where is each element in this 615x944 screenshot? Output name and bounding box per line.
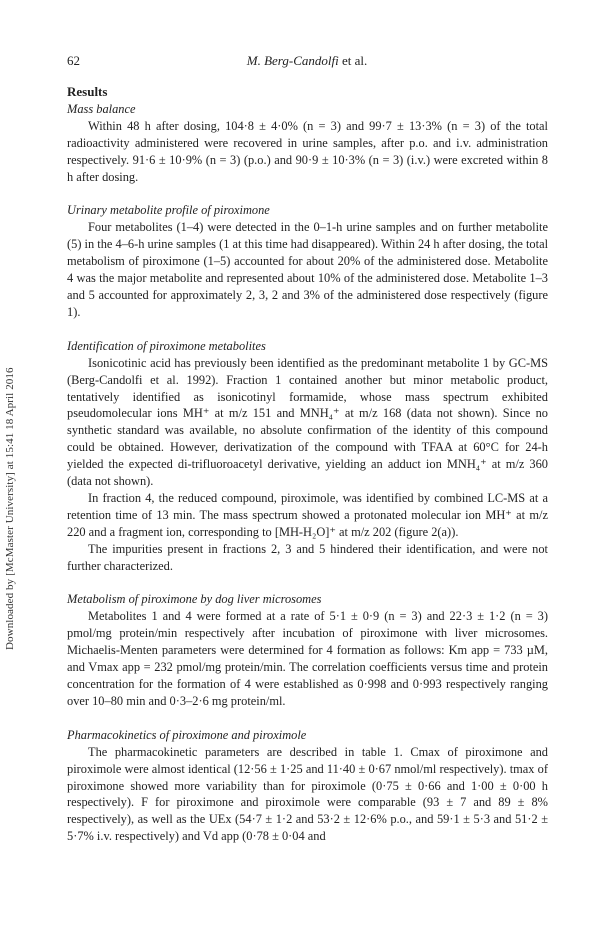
download-watermark: Downloaded by [McMaster University] at 15:41 18 April 2016: [4, 367, 16, 650]
paragraph: Within 48 h after dosing, 104·8 ± 4·0% (n = 3) and 99·7 ± 13·3% (n = 3) of the total radioactivity administered were recovered in urine samples, after p.o. and i.v. administration respectively. 91·6 ± 10·9% (n = 3) (p.o.) and 90·9 ± 10·3% (n = 3) (i.v.) were excreted within 8 h after dosing.: [67, 118, 548, 184]
paragraph: The impurities present in fractions 2, 3 and 5 hindered their identification, and were not further characterized.: [67, 541, 548, 573]
paragraph: The pharmacokinetic parameters are described in table 1. Cmax of piroximone and piroximole were almost identical (12·56 ± 1·25 and 11·40 ± 0·67 nmol/ml respectively). tmax of piroximone showed more variability than for piroximole (0·75 ± 0·66 and 1·00 ± 0·00 h respectively). F for piroximone and piroximole were comparable (93 ± 7 and 89 ± 8% respectively), as well as the UEx (54·7 ± 1·2 and 53·2 ± 12·6% p.o., and 59·1 ± 5·3 and 51·2 ± 5·7% i.v. respectively) and Vd app (0·78 ± 0·04 and: [67, 744, 548, 844]
section-title: Metabolism of piroximone by dog liver microsomes: [67, 592, 322, 607]
section-title: Pharmacokinetics of piroximone and piroximole: [67, 727, 307, 742]
section-mass-balance: [67, 101, 548, 186]
running-head-etal: et al.: [341, 53, 368, 68]
section-microsomes: [67, 591, 548, 709]
section-identification: [67, 338, 548, 575]
section-title: Urinary metabolite profile of piroximone: [67, 203, 270, 218]
running-head-author: M. Berg-Candolfi: [246, 53, 339, 68]
paragraph: Metabolites 1 and 4 were formed at a rate of 5·1 ± 0·9 (n = 3) and 22·3 ± 1·2 (n = 3) pmol/mg protein/min respectively after incubation of piroximone with liver microsomes. Michaelis-Menten parameters were determined for 4 formation as follows: Km app = 733 µM, and Vmax app = 232 pmol/mg protein/min. The correlation coefficients versus time and protein concentration for the formation of 4 were established as 0·998 and 0·993 respectively ranging over 10–80 min and 0·3–2·6 mg protein/ml.: [67, 609, 548, 708]
section-title: Mass balance: [67, 101, 136, 116]
results-heading: Results: [67, 84, 108, 99]
section-pharmacokinetics: [67, 727, 548, 845]
paragraph: Isonicotinic acid has previously been identified as the predominant metabolite 1 by GC-MS (Berg-Candolfi et al. 1992). Fraction 1 contained another but minor metabolic product, tentatively identified as isonicotinyl formamide, whose mass spectrum exhibited pseudomolecular ions MH⁺ at m/z 151 and MNH₄⁺ at m/z 168 (data not shown). Since no synthetic standard was available, no absolute confirmation of the identity of this compound could be obtained. However, derivatization of the compound with TFAA at 60°C for 24-h yielded the expected di-trifluoroacetyl derivative, yielding an adduct ion MNH₄⁺ at m/z 360 (data not shown).: [67, 355, 548, 489]
paragraph: In fraction 4, the reduced compound, piroximole, was identified by combined LC-MS at a retention time of 13 min. The mass spectrum showed a protonated molecular ion MH⁺ at m/z 220 and a fragment ion, corresponding to [MH-H₂O]⁺ at m/z 202 (figure 2(a)).: [67, 490, 548, 539]
page-header: [67, 53, 547, 71]
section-urinary-profile: [67, 202, 548, 320]
section-title: Identification of piroximone metabolites: [67, 338, 266, 353]
page-number: 62: [67, 53, 80, 68]
article-body: [67, 84, 548, 845]
paragraph: Four metabolites (1–4) were detected in the 0–1-h urine samples and on further metabolite (5) in the 4–6-h urine samples (1 at this time had disappeared). Within 24 h after dosing, the total metabolism of piroximone (1–5) accounted for about 20% of the administered dose. Metabolite 4 was the major metabolite and represented about 10% of the administered dose. Metabolite 1–3 and 5 accounted for approximately 2, 3, 2 and 3% of the administered dose respectively (figure 1).: [67, 220, 549, 319]
running-head: [67, 53, 547, 69]
